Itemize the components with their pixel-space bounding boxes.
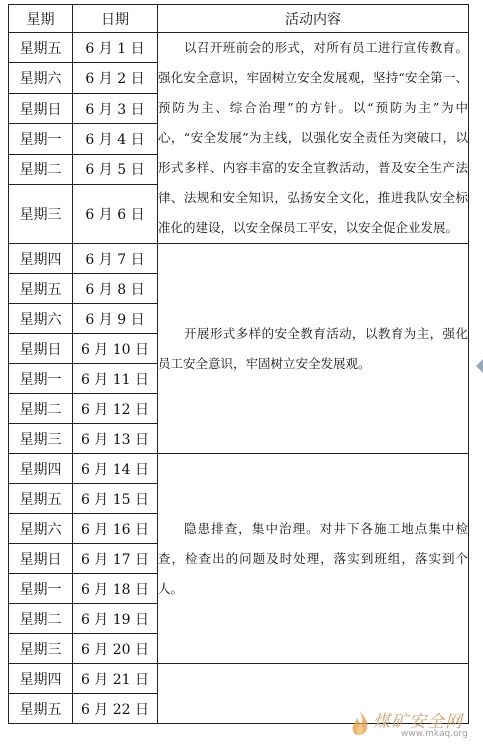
date-cell: 6 月 7 日 <box>73 244 158 274</box>
weekday-cell: 星期六 <box>9 63 73 93</box>
header-weekday: 星期 <box>9 5 73 33</box>
date-cell: 6 月 20 日 <box>73 634 158 664</box>
header-date: 日期 <box>73 5 158 33</box>
weekday-cell: 星期二 <box>9 154 73 184</box>
weekday-cell: 星期六 <box>9 304 73 334</box>
activity-cell: 以召开班前会的形式，对所有员工进行宣传教育。强化安全意识，牢固树立安全发展观，坚持“安全第一、预防为主、综合治理”的方针。以“预防为主”为中心，“安全发展”为主线，以强化安全责任为突破口，以形式多样、内容丰富的安全宣教活动，普及安全生产法律、法规和安全知识，弘扬安全文化，推进我队安全标准化的建设，以安全保员工平安，以安全促企业发展。 <box>158 33 469 244</box>
date-cell: 6 月 5 日 <box>73 154 158 184</box>
page-edge-marker-icon <box>475 358 483 372</box>
date-cell: 6 月 8 日 <box>73 274 158 304</box>
header-activity: 活动内容 <box>158 5 469 33</box>
date-cell: 6 月 19 日 <box>73 604 158 634</box>
date-cell: 6 月 9 日 <box>73 304 158 334</box>
date-cell: 6 月 18 日 <box>73 574 158 604</box>
weekday-cell: 星期四 <box>9 244 73 274</box>
watermark-url: www.mkaq.org <box>401 729 468 739</box>
weekday-cell: 星期一 <box>9 364 73 394</box>
weekday-cell: 星期三 <box>9 634 73 664</box>
watermark-title: 煤矿安全网 <box>373 712 463 732</box>
weekday-cell: 星期五 <box>9 274 73 304</box>
flame-logo-icon <box>347 709 373 739</box>
site-watermark <box>347 707 475 741</box>
weekday-cell: 星期六 <box>9 514 73 544</box>
weekday-cell: 星期三 <box>9 185 73 244</box>
date-cell: 6 月 4 日 <box>73 124 158 154</box>
weekday-cell: 星期日 <box>9 93 73 123</box>
date-cell: 6 月 1 日 <box>73 33 158 63</box>
weekday-cell: 星期五 <box>9 484 73 514</box>
date-cell: 6 月 16 日 <box>73 514 158 544</box>
date-cell: 6 月 14 日 <box>73 454 158 484</box>
activity-cell: 隐患排查，集中治理。对井下各施工地点集中检查，检查出的问题及时处理，落实到班组，落实到个人。 <box>158 454 469 664</box>
activity-schedule-table <box>8 4 469 724</box>
weekday-cell: 星期一 <box>9 124 73 154</box>
table-row <box>9 33 469 63</box>
date-cell: 6 月 15 日 <box>73 484 158 514</box>
date-cell: 6 月 3 日 <box>73 93 158 123</box>
table-row <box>9 664 469 694</box>
weekday-cell: 星期五 <box>9 33 73 63</box>
weekday-cell: 星期五 <box>9 694 73 724</box>
date-cell: 6 月 17 日 <box>73 544 158 574</box>
date-cell: 6 月 22 日 <box>73 694 158 724</box>
weekday-cell: 星期二 <box>9 604 73 634</box>
date-cell: 6 月 2 日 <box>73 63 158 93</box>
weekday-cell: 星期三 <box>9 424 73 454</box>
date-cell: 6 月 12 日 <box>73 394 158 424</box>
weekday-cell: 星期二 <box>9 394 73 424</box>
weekday-cell: 星期四 <box>9 664 73 694</box>
weekday-cell: 星期一 <box>9 574 73 604</box>
date-cell: 6 月 10 日 <box>73 334 158 364</box>
activity-cell: 开展形式多样的安全教育活动，以教育为主，强化员工安全意识，牢固树立安全发展观。 <box>158 244 469 454</box>
date-cell: 6 月 13 日 <box>73 424 158 454</box>
header-row <box>9 5 469 33</box>
weekday-cell: 星期日 <box>9 544 73 574</box>
weekday-cell: 星期日 <box>9 334 73 364</box>
table-row <box>9 244 469 274</box>
weekday-cell: 星期四 <box>9 454 73 484</box>
date-cell: 6 月 11 日 <box>73 364 158 394</box>
table-row <box>9 454 469 484</box>
date-cell: 6 月 6 日 <box>73 185 158 244</box>
date-cell: 6 月 21 日 <box>73 664 158 694</box>
